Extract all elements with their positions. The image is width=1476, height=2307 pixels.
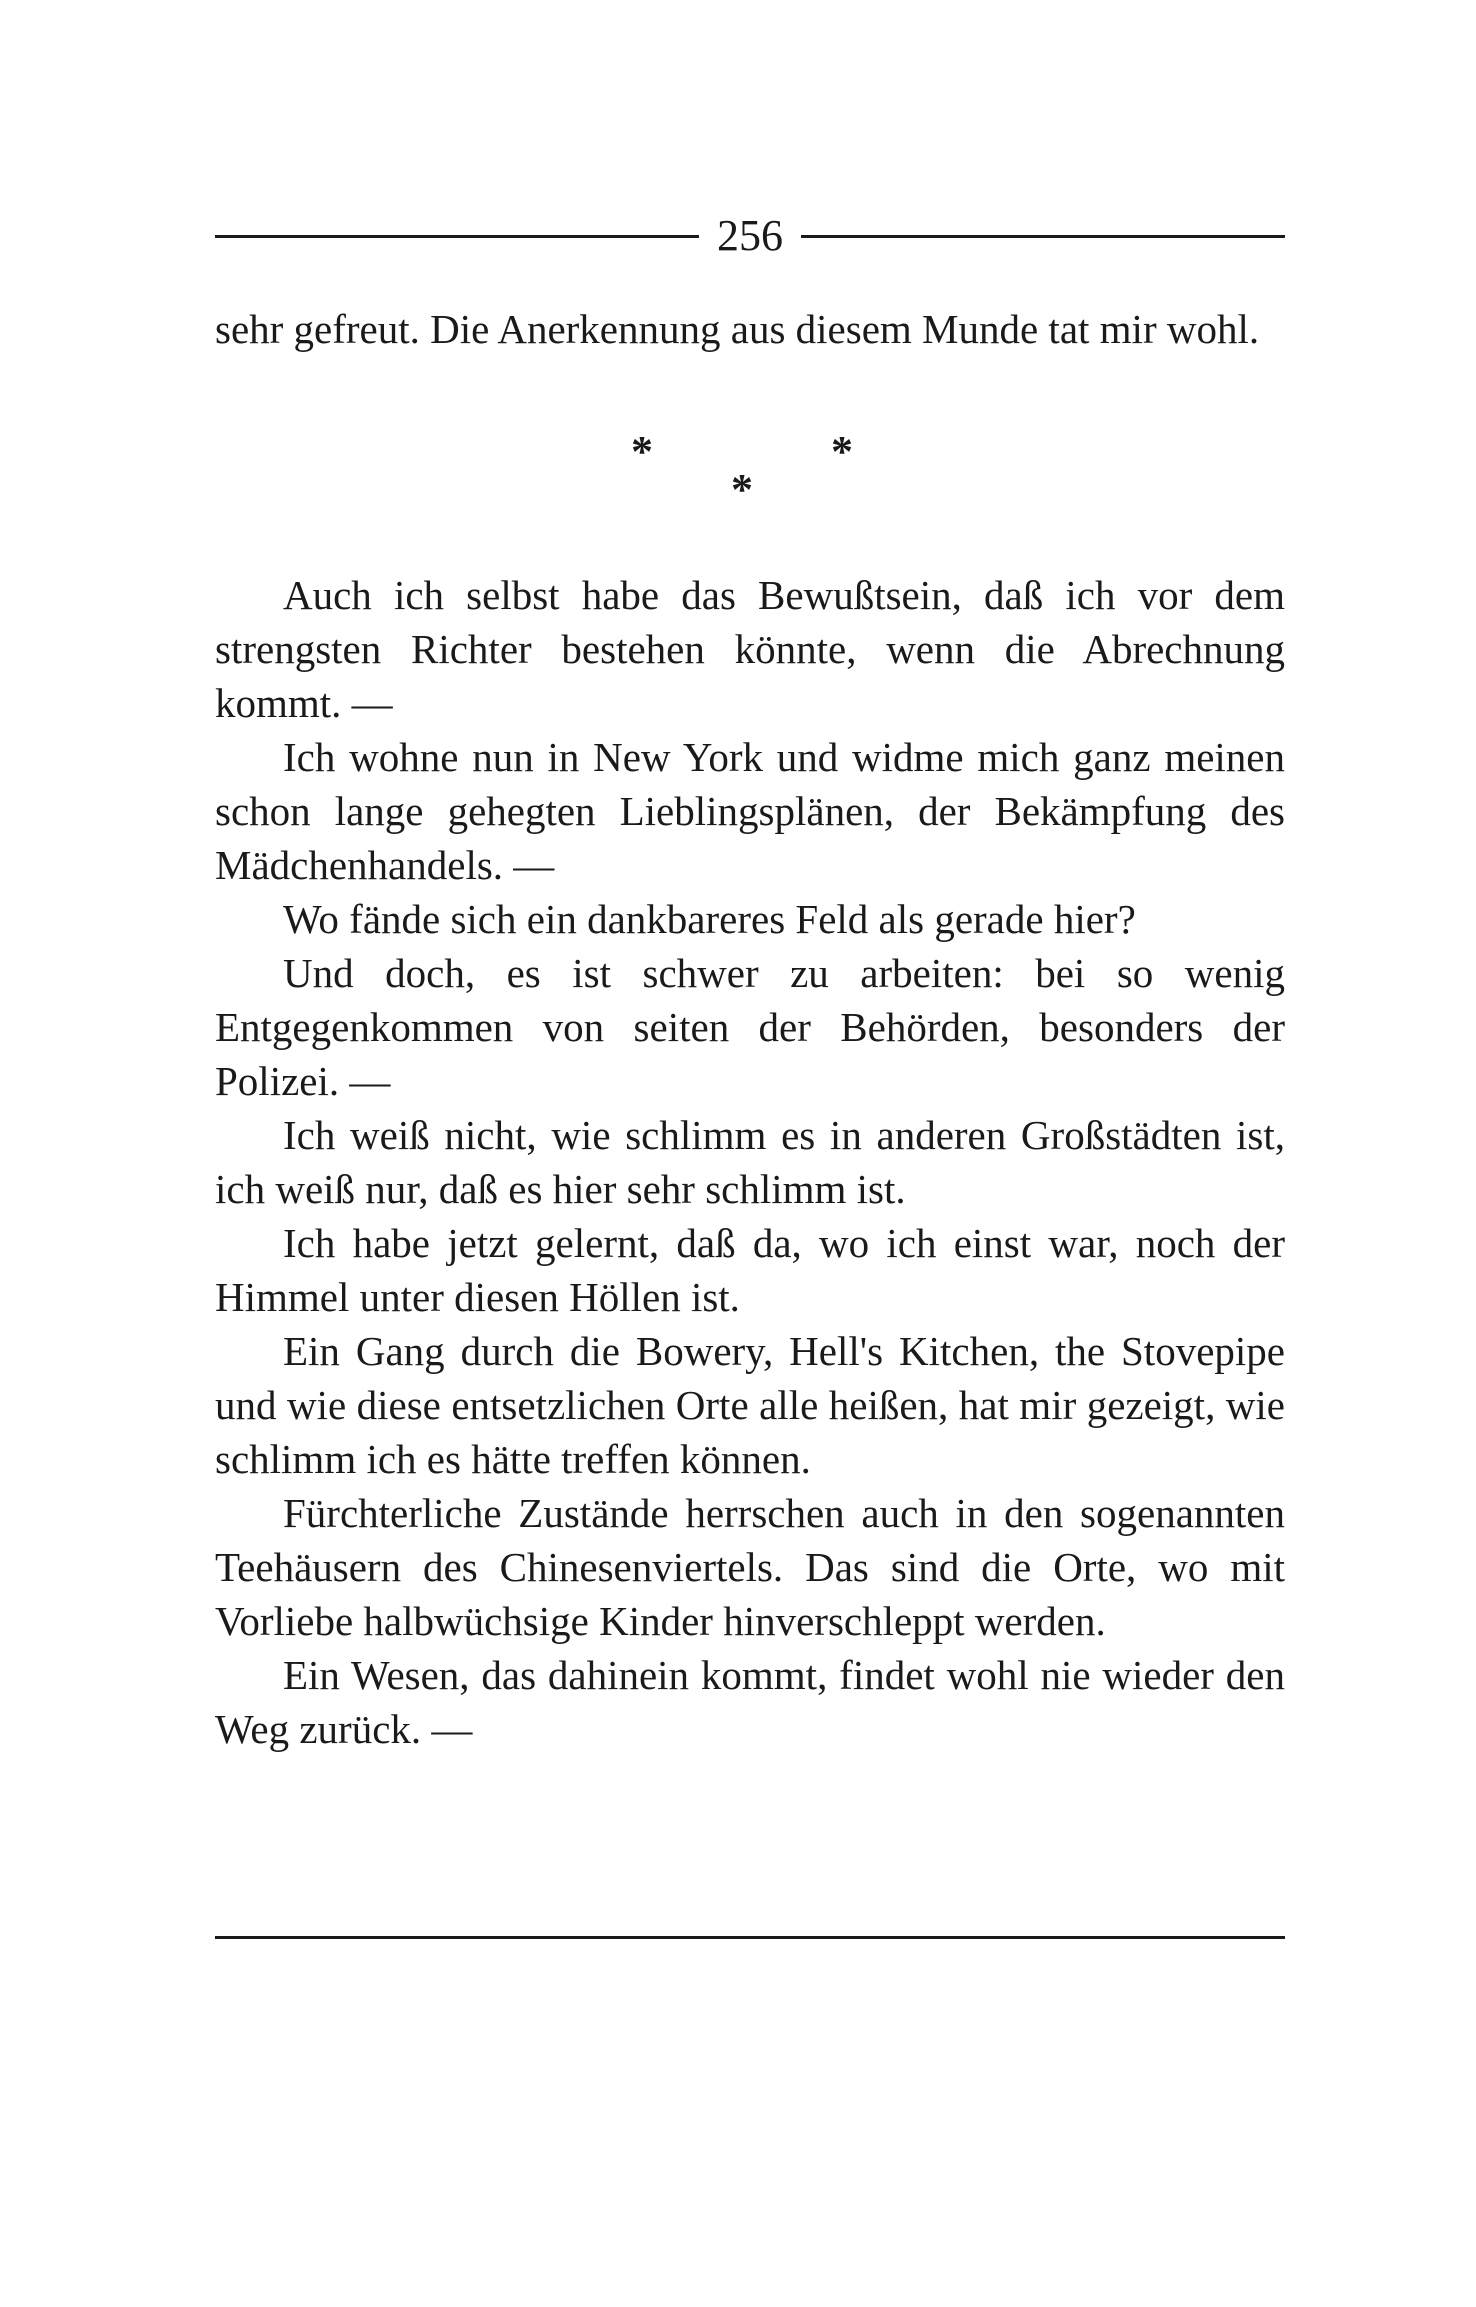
paragraph: Auch ich selbst habe das Bewußtsein, daß ich vor dem strengsten Richter bestehen könnte, wenn die Abrechnung kommt. — [215,572,1285,726]
paragraph: Fürchterliche Zustände herrschen auch in den sogenannten Teehäusern des Chinesenviertels. Das sind die Orte, wo mit Vorliebe halbwüchsige Kinder hinverschleppt werden. [215,1490,1285,1644]
paragraph: Und doch, es ist schwer zu arbeiten: bei so wenig Entgegenkommen von seiten der Behörden, besonders der Polizei. — [215,950,1285,1104]
footer-rule [215,1936,1285,1939]
asterism-star-left: * [631,427,653,476]
page-number: 256 [717,211,783,260]
asterism-star-center: * [731,465,753,514]
asterism-star-right: * [831,427,853,476]
paragraph: Ich wohne nun in New York und widme mich ganz meinen schon lange gehegten Lieblingsplänen, der Bekämpfung des Mädchenhandels. — [215,734,1285,888]
paragraph: Ich habe jetzt gelernt, daß da, wo ich einst war, noch der Himmel unter diesen Höllen ist. [215,1220,1285,1320]
paragraph: Ein Wesen, das dahinein kommt, findet wohl nie wieder den Weg zurück. — [215,1652,1285,1752]
paragraph: Wo fände sich ein dankbareres Feld als gerade hier? [283,896,1136,942]
header-rule-left [215,235,699,238]
main-text [215,568,1285,1756]
top-paragraph: sehr gefreut. Die Anerkennung aus diesem Munde tat mir wohl. [215,306,1260,352]
top-text [215,302,1285,356]
paragraph: Ich weiß nicht, wie schlimm es in anderen Großstädten ist, ich weiß nur, daß es hier sehr schlimm ist. [215,1112,1285,1212]
header-rule-right [801,235,1285,238]
paragraph: Ein Gang durch die Bowery, Hell's Kitchen, the Stovepipe und wie diese entsetzlichen Orte alle heißen, hat mir gezeigt, wie schlimm ich es hätte treffen können. [215,1328,1285,1482]
page-header [215,208,1285,264]
